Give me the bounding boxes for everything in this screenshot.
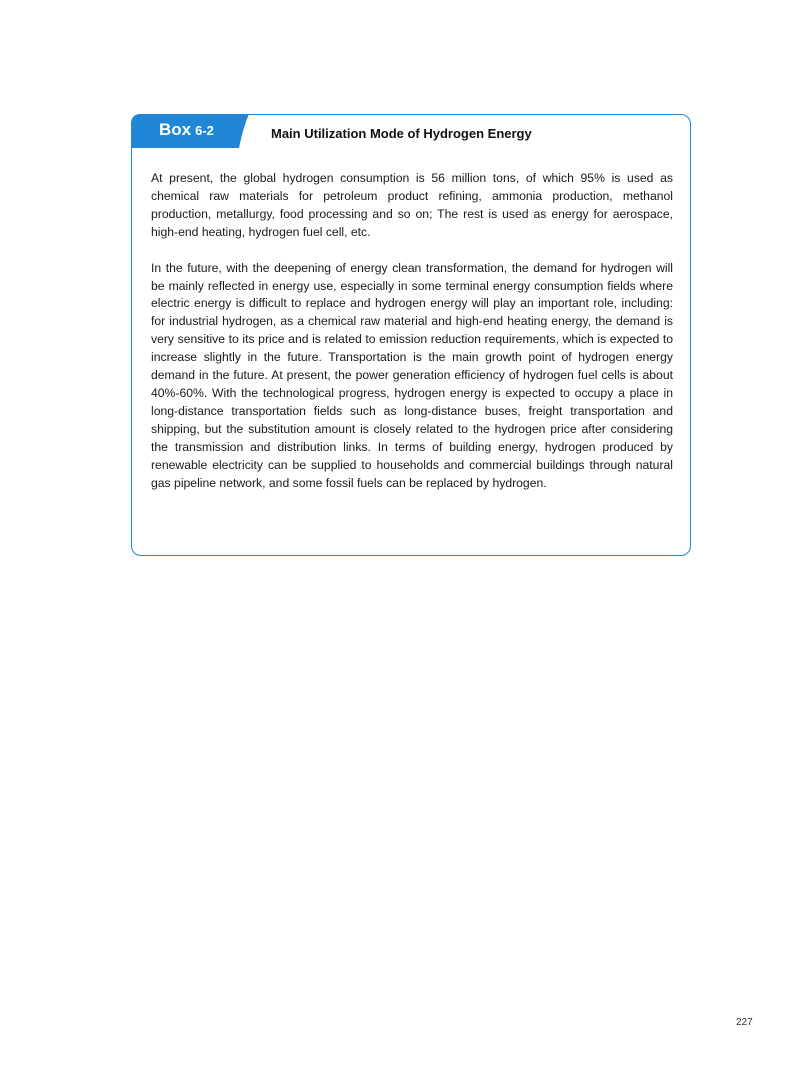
- box-label-word: Box: [159, 120, 192, 139]
- box-header: [131, 114, 691, 160]
- box-title: Main Utilization Mode of Hydrogen Energy: [271, 126, 532, 141]
- box-paragraph-1: At present, the global hydrogen consumption is 56 million tons, of which 95% is used as chemical raw materials for petroleum product refining, ammonia production, methanol production, metallurgy, food processing and so on; The rest is used as energy for aerospace, high-end heating, hydrogen fuel cell, etc.: [151, 171, 673, 239]
- box-label-number: 6-2: [195, 123, 214, 138]
- page-number: 227: [736, 1017, 753, 1028]
- box-label: [159, 120, 214, 140]
- box-body: [151, 170, 673, 492]
- box-paragraph-2: In the future, with the deepening of energy clean transformation, the demand for hydrogen will be mainly reflected in energy use, especially in some terminal energy consumption fields where electric energy is difficult to replace and hydrogen energy will play an important role, including: for industrial hydrogen, as a chemical raw material and high-end heating energy, the demand is very sensitive to its price and is related to emission reduction requirements, which is expected to increase slightly in the future. Transportation is the main growth point of hydrogen energy demand in the future. At present, the power generation efficiency of hydrogen fuel cells is about 40%-60%. With the technological progress, hydrogen energy is expected to occupy a place in long-distance transportation fields such as long-distance buses, freight transportation and shipping, but the substitution amount is closely related to the hydrogen price after considering the transmission and distribution links. In terms of building energy, hydrogen produced by renewable electricity can be supplied to households and commercial buildings through natural gas pipeline network, and some fossil fuels can be replaced by hydrogen.: [151, 260, 673, 490]
